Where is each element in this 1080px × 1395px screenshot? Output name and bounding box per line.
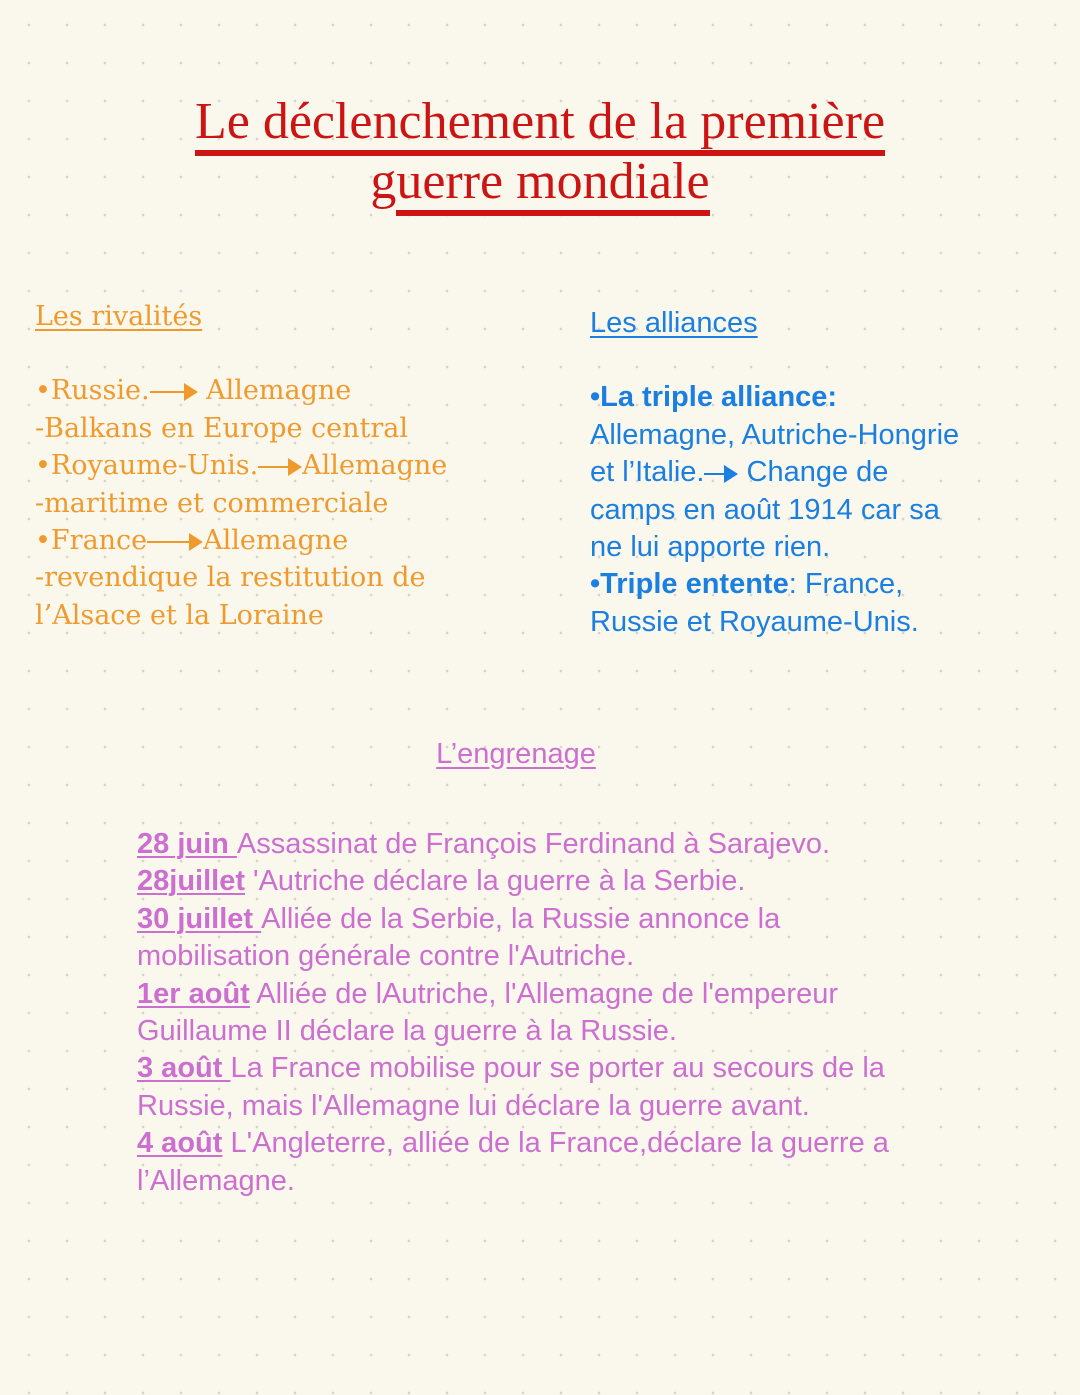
timeline-event: [137, 863, 937, 900]
event-text: La France mobilise pour se porter au secours de la: [230, 1052, 885, 1085]
rivalite-detail: -maritime et commerciale: [35, 487, 389, 519]
arrow-right-icon: [704, 472, 738, 476]
rival-from: •Russie.: [35, 375, 150, 407]
triple-entente-label: •Triple entente: [590, 568, 789, 601]
timeline-event: [137, 1088, 937, 1125]
alliance-line: Russie et Royaume-Unis.: [590, 605, 919, 638]
arrow-right-icon: [258, 465, 302, 469]
alliances-heading: Les alliances: [590, 307, 758, 339]
event-text: Alliée de lAutriche, l'Allemagne de l'empereur Guillaume II déclare la guerre à la Russie.: [137, 977, 838, 1048]
alliance-text: : France,: [788, 568, 904, 601]
rivalite-item: [35, 522, 447, 559]
rivalites-heading: Les rivalités: [35, 301, 203, 332]
rivalites-section: [35, 298, 447, 634]
rivalite-item: [35, 372, 447, 409]
title-part: g: [370, 153, 397, 210]
title-part: première: [700, 93, 885, 156]
alliance-line: Allemagne, Autriche-Hongrie: [590, 418, 960, 451]
alliance-line: [590, 454, 959, 491]
timeline-event: [137, 1050, 927, 1087]
title-part: Le déclenchement de la: [195, 93, 700, 156]
engrenage-timeline: [137, 826, 937, 1200]
event-text: L'Angleterre, alliée de la France,déclare la guerre a l’Allemagne.: [137, 1127, 889, 1197]
event-text: Assassinat de François Ferdinand à Sarajevo.: [236, 828, 831, 860]
rival-from: •Royaume-Unis.: [35, 450, 259, 482]
page-title: [0, 92, 1080, 212]
timeline-event: [137, 901, 837, 976]
alliance-text: et l’Italie.: [590, 456, 705, 489]
event-date: 3 août: [137, 1052, 231, 1085]
alliance-line: [590, 566, 959, 603]
event-date: 28 juin: [137, 828, 237, 860]
event-text: Russie, mais l'Allemagne lui déclare la guerre avant.: [137, 1089, 810, 1122]
timeline-event: [137, 826, 937, 863]
engrenage-heading: L’engrenage: [436, 738, 596, 770]
rival-to: Allemagne: [203, 525, 349, 557]
alliance-text: Change de: [746, 456, 889, 489]
event-date: 4 août: [137, 1127, 223, 1160]
event-date: 30 juillet: [137, 902, 262, 935]
rivalite-detail: -revendique la restitution de: [35, 562, 426, 594]
title-part: uerre mondiale: [396, 153, 709, 216]
rivalite-detail: -Balkans en Europe central: [35, 412, 409, 444]
event-text: 'Autriche déclare la guerre à la Serbie.: [245, 865, 746, 898]
event-date: 1er août: [137, 977, 250, 1010]
alliance-line: ne lui apporte rien.: [590, 531, 831, 564]
rival-to: Allemagne: [206, 375, 352, 407]
event-text: Alliée de la Serbie, la Russie annonce la mobilisation générale contre l'Autriche.: [137, 902, 781, 973]
rival-to: Allemagne: [302, 450, 448, 482]
triple-alliance-label: •La triple alliance:: [590, 381, 838, 414]
timeline-event: [137, 976, 907, 1051]
arrow-right-icon: [147, 540, 203, 544]
rivalite-detail: l’Alsace et la Loraine: [35, 599, 324, 631]
rivalite-item: [35, 447, 447, 484]
rival-from: •France: [35, 525, 148, 557]
timeline-event: [137, 1125, 927, 1200]
arrow-right-icon: [150, 390, 198, 394]
alliances-section: [590, 305, 959, 641]
event-date: 28juillet: [137, 865, 245, 898]
alliance-line: camps en août 1914 car sa: [590, 493, 940, 526]
